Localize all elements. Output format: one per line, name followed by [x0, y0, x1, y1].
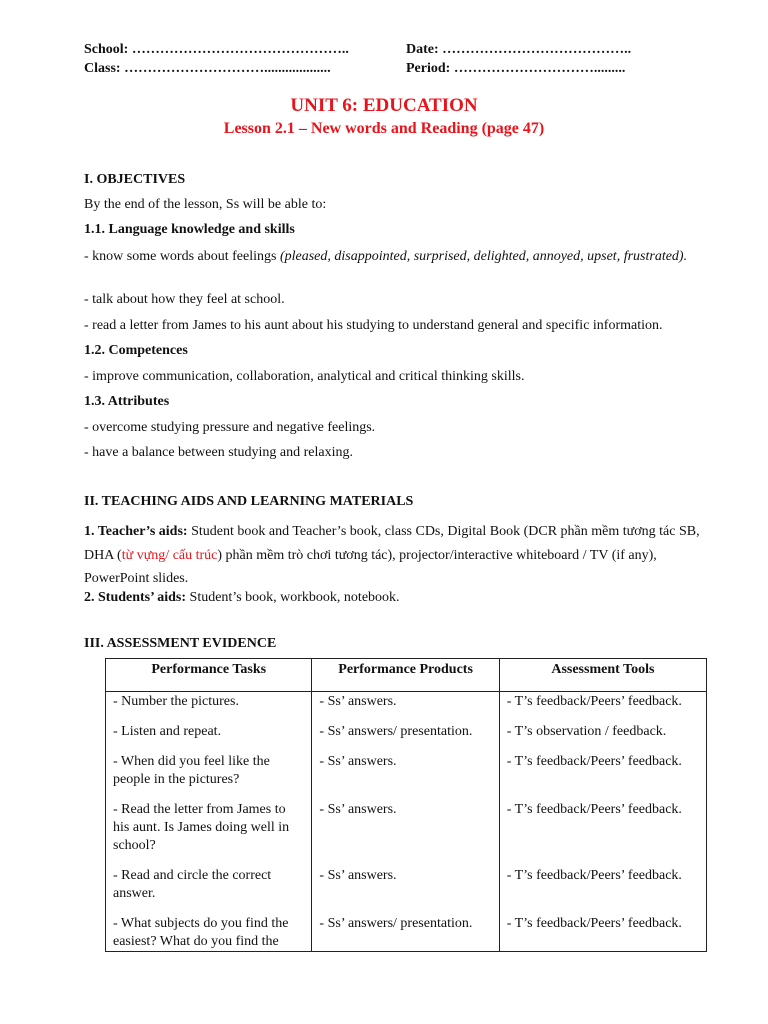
product-cell: - Ss’ answers/ presentation.: [312, 914, 499, 952]
task-cell: - Read the letter from James to his aunt. Is James doing well in school?: [106, 800, 312, 866]
table-row: [106, 722, 707, 752]
column-header-tasks: Performance Tasks: [106, 659, 312, 692]
feelings-word-list: (pleased, disappointed, surprised, delighted, annoyed, upset, frustrated).: [279, 249, 688, 264]
school-dots: ………………………………………..: [131, 42, 349, 57]
competence-item: - improve communication, collaboration, analytical and critical thinking skills.: [84, 369, 525, 384]
objectives-intro: By the end of the lesson, Ss will be able to:: [84, 197, 327, 212]
product-cell: - Ss’ answers.: [312, 866, 499, 914]
lesson-title: Lesson 2.1 – New words and Reading (page 47): [223, 120, 545, 137]
period-dots: ………………………….........: [453, 61, 626, 76]
tool-cell: - T’s feedback/Peers’ feedback.: [499, 800, 706, 866]
attribute-item-pressure: - overcome studying pressure and negative feelings.: [84, 420, 376, 435]
column-header-tools: Assessment Tools: [499, 659, 706, 692]
table-row: [106, 752, 707, 800]
student-aids-paragraph: [84, 590, 400, 606]
unit-title: UNIT 6: EDUCATION: [290, 95, 478, 116]
teacher-aids-paragraph: [84, 520, 714, 591]
product-cell: - Ss’ answers.: [312, 800, 499, 866]
tool-cell: - T’s feedback/Peers’ feedback.: [499, 914, 706, 952]
task-cell: - Listen and repeat.: [106, 722, 312, 752]
table-header-row: [106, 659, 707, 692]
table-row: [106, 866, 707, 914]
objective-item-talk: - talk about how they feel at school.: [84, 292, 285, 307]
date-field: [406, 42, 631, 58]
column-header-products: Performance Products: [312, 659, 499, 692]
attributes-heading: 1.3. Attributes: [84, 394, 170, 409]
assessment-table: [105, 658, 707, 952]
teaching-aids-heading: II. TEACHING AIDS AND LEARNING MATERIALS: [84, 494, 414, 509]
class-field: [84, 61, 331, 77]
task-cell: - What subjects do you find the easiest? What do you find the: [106, 914, 312, 952]
tool-cell: - T’s feedback/Peers’ feedback.: [499, 752, 706, 800]
product-cell: - Ss’ answers/ presentation.: [312, 722, 499, 752]
task-cell: - When did you feel like the people in the pictures?: [106, 752, 312, 800]
period-field: [406, 61, 625, 77]
objective-item-text: - know some words about feelings: [84, 249, 280, 264]
task-cell: - Read and circle the correct answer.: [106, 866, 312, 914]
product-cell: - Ss’ answers.: [312, 752, 499, 800]
table-row: [106, 692, 707, 723]
product-cell: - Ss’ answers.: [312, 692, 499, 723]
teacher-aids-text-1: Student book and Teacher’s book, class CDs, Digital Book (DCR phần mềm tương tác SB, DHA (: [84, 524, 700, 563]
objectives-heading: I. OBJECTIVES: [84, 172, 186, 187]
table-row: [106, 800, 707, 866]
period-label: Period:: [406, 61, 451, 76]
tool-cell: - T’s observation / feedback.: [499, 722, 706, 752]
language-skills-heading: 1.1. Language knowledge and skills: [84, 222, 295, 237]
school-field: [84, 42, 349, 58]
date-dots: …………………………………..: [442, 42, 632, 57]
teacher-aids-label: 1. Teacher’s aids:: [84, 524, 188, 539]
date-label: Date:: [406, 42, 439, 57]
student-aids-text: Student’s book, workbook, notebook.: [186, 590, 400, 605]
class-label: Class:: [84, 61, 121, 76]
objective-item-feelings: [84, 248, 714, 266]
student-aids-label: 2. Students’ aids:: [84, 590, 187, 605]
attribute-item-balance: - have a balance between studying and relaxing.: [84, 445, 354, 460]
teacher-aids-red-text: từ vựng/ cấu trúc: [121, 547, 218, 563]
table-row: [106, 914, 707, 952]
tool-cell: - T’s feedback/Peers’ feedback.: [499, 866, 706, 914]
tool-cell: - T’s feedback/Peers’ feedback.: [499, 692, 706, 723]
objective-item-read: - read a letter from James to his aunt about his studying to understand general and specific information.: [84, 318, 663, 333]
task-cell: - Number the pictures.: [106, 692, 312, 723]
competences-heading: 1.2. Competences: [84, 343, 188, 358]
school-label: School:: [84, 42, 129, 57]
teacher-aids-text-2: ) phần mềm trò chơi tương tác), projector/interactive whiteboard / TV (if any), PowerPoint slides.: [84, 547, 657, 586]
assessment-heading: III. ASSESSMENT EVIDENCE: [84, 636, 277, 651]
class-dots: …………………………...................: [124, 61, 331, 76]
